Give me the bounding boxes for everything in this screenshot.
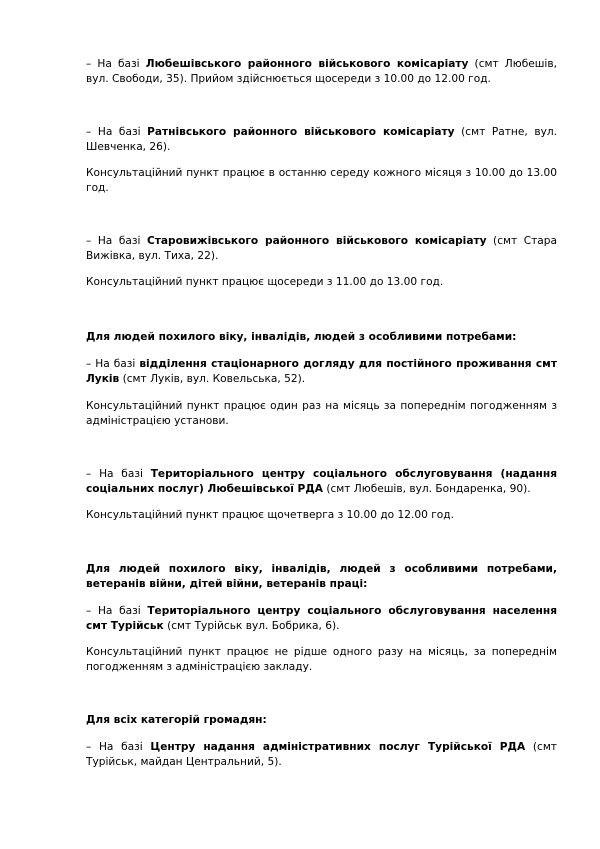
institution-name: Територіального центру соціального обслуговування (надання соціальних послуг) Любешівської РДА bbox=[86, 468, 557, 495]
heading-text: Для людей похилого віку, інвалідів, людей з особливими потребами: bbox=[86, 331, 517, 343]
paragraph-details: (смт Ратне, вул. Шевченка, 26). bbox=[86, 126, 557, 153]
paragraph-ratne-schedule bbox=[86, 166, 557, 196]
paragraph-text: Консультаційний пункт працює один раз на місяць за попереднім погодженням з адміністрацією установи. bbox=[86, 400, 557, 427]
heading-text: Для людей похилого віку, інвалідів, людей з особливими потребами, ветеранів війни, дітей війни, ветеранів праці: bbox=[86, 563, 557, 590]
paragraph-lyubeshiv-social-center bbox=[86, 467, 557, 497]
paragraph-prefix: – На базі bbox=[86, 358, 140, 370]
heading-text: Для всіх категорій громадян: bbox=[86, 714, 267, 726]
paragraph-text: Консультаційний пункт працює щосереди з 11.00 до 13.00 год. bbox=[86, 276, 444, 288]
paragraph-text: Консультаційний пункт працює щочетверга з 10.00 до 12.00 год. bbox=[86, 509, 454, 521]
paragraph-prefix: – На базі bbox=[86, 58, 146, 70]
paragraph-lyubeshiv-social-schedule bbox=[86, 508, 557, 523]
section-heading-elderly-disabled bbox=[86, 330, 557, 345]
paragraph-text: Консультаційний пункт працює в останню середу кожного місяця з 10.00 до 13.00 год. bbox=[86, 167, 557, 194]
paragraph-prefix: – На базі bbox=[86, 126, 148, 138]
institution-name: Любешівського районного військового комісаріату bbox=[145, 58, 469, 70]
institution-name: Центру надання адміністративних послуг Турійської РДА bbox=[150, 741, 526, 753]
paragraph-turiisk-admin-center bbox=[86, 740, 557, 770]
section-heading-all-citizens bbox=[86, 713, 557, 728]
paragraph-ratne-military bbox=[86, 125, 557, 155]
paragraph-details: (смт Турійськ, майдан Центральний, 5). bbox=[86, 741, 557, 768]
paragraph-lukiv-schedule bbox=[86, 399, 557, 429]
paragraph-details: (смт Любешів, вул. Бондаренка, 90). bbox=[322, 483, 531, 495]
paragraph-lyubeshiv-military bbox=[86, 57, 557, 87]
paragraph-text: Консультаційний пункт працює не рідше одного разу на місяць, за попереднім погодженням з адміністрацією закладу. bbox=[86, 646, 557, 673]
paragraph-lukiv-care bbox=[86, 357, 557, 387]
paragraph-stara-vyzhivka-schedule bbox=[86, 275, 557, 290]
paragraph-details: (смт Луків, вул. Ковельська, 52). bbox=[119, 373, 306, 385]
paragraph-prefix: – На базі bbox=[86, 605, 148, 617]
institution-name: Територіального центру соціального обслуговування населення смт Турійськ bbox=[86, 605, 557, 632]
paragraph-prefix: – На базі bbox=[86, 468, 151, 480]
paragraph-details: (смт Турійськ вул. Бобрика, 6). bbox=[163, 620, 340, 632]
paragraph-turiisk-social-schedule bbox=[86, 645, 557, 675]
institution-name: Старовижівського районного військового комісаріату bbox=[146, 235, 487, 247]
section-heading-elderly-veterans bbox=[86, 562, 557, 592]
institution-name: відділення стаціонарного догляду для постійного проживання смт Луків bbox=[86, 358, 557, 385]
paragraph-turiisk-social-center bbox=[86, 604, 557, 634]
paragraph-prefix: – На базі bbox=[86, 235, 147, 247]
paragraph-details: (смт Стара Вижівка, вул. Тиха, 22). bbox=[86, 235, 557, 262]
paragraph-details: (смт Любешів, вул. Свободи, 35). Прийом здійснюється щосереди з 10.00 до 12.00 год. bbox=[86, 58, 557, 85]
institution-name: Ратнівського районного військового комісаріату bbox=[147, 126, 455, 138]
paragraph-stara-vyzhivka-military bbox=[86, 234, 557, 264]
paragraph-prefix: – На базі bbox=[86, 741, 151, 753]
